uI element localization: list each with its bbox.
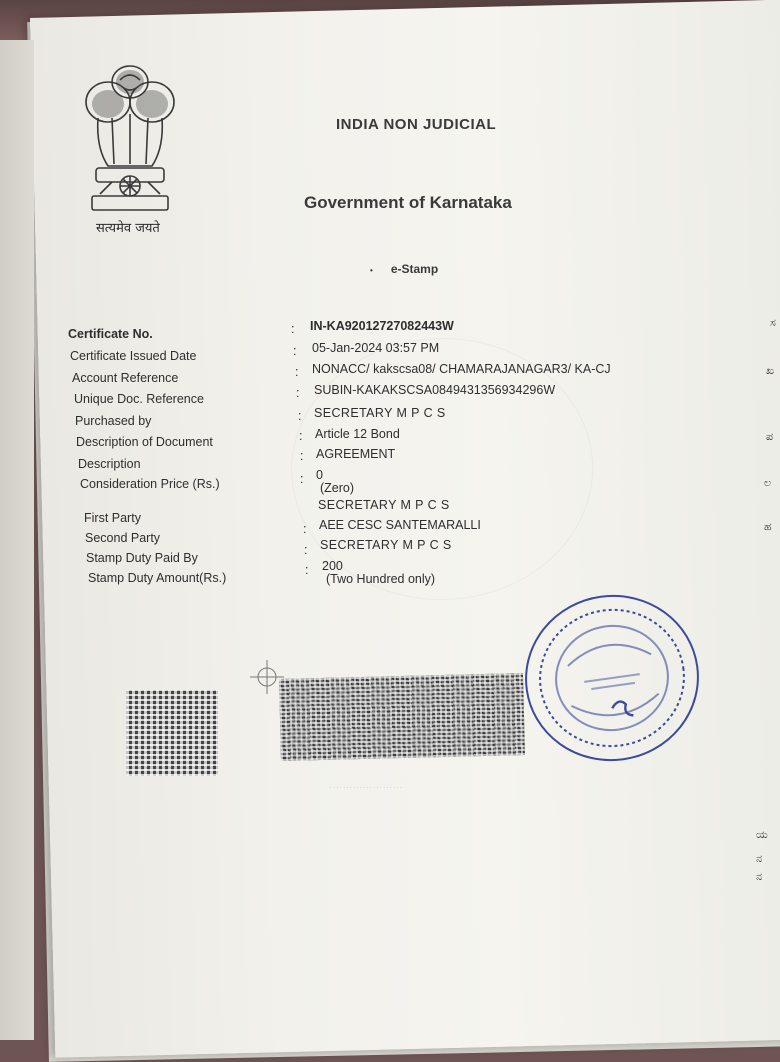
field-label-unique-doc-reference: Unique Doc. Reference: [74, 392, 204, 406]
faint-footnote: . . . . . . . . . . . . . . . . . . . . . .: [330, 784, 402, 790]
field-colon: :: [296, 386, 300, 400]
field-label-first-party: First Party: [84, 511, 141, 525]
field-value-description-of-document: Article 12 Bond: [315, 427, 400, 441]
field-colon: :: [295, 365, 299, 379]
field-value-stamp-duty-amount: 200: [322, 559, 343, 573]
field-label-description: Description: [78, 457, 141, 471]
national-emblem-icon: [78, 58, 182, 228]
estamp-label: e-Stamp: [390, 262, 439, 276]
field-value-consideration-price-words: (Zero): [320, 481, 355, 495]
field-value-unique-doc-reference: SUBIN-KAKAKSCSA0849431356934296W: [314, 383, 556, 397]
field-value-certificate-no: IN-KA92012727082443W: [310, 319, 454, 333]
field-label-stamp-duty-paid-by: Stamp Duty Paid By: [86, 551, 198, 565]
estamp-heading: • e-Stamp: [370, 262, 439, 276]
certificate-fields: [60, 319, 620, 592]
field-value-purchased-by: SECRETARY M P C S: [314, 406, 446, 420]
field-value-first-party: SECRETARY M P C S: [318, 498, 450, 512]
margin-fragment: ಲ: [764, 476, 772, 489]
field-colon: :: [299, 429, 303, 443]
field-value-stamp-duty-amount-words: (Two Hundred only): [326, 572, 436, 586]
page-binding-edge: [0, 40, 34, 1040]
field-value-consideration-price: 0: [316, 468, 323, 482]
margin-fragment: ಯ: [756, 828, 768, 841]
field-colon: :: [300, 472, 304, 486]
field-label-stamp-duty-amount: Stamp Duty Amount(Rs.): [88, 571, 227, 585]
field-value-stamp-duty-paid-by: SECRETARY M P C S: [320, 538, 452, 552]
field-colon: :: [293, 344, 297, 358]
field-value-description: AGREEMENT: [316, 447, 396, 461]
emblem-motto: सत्यमेव जयते: [96, 221, 160, 236]
field-label-description-of-document: Description of Document: [76, 435, 213, 449]
field-colon: :: [304, 543, 308, 557]
field-colon: :: [303, 522, 307, 536]
margin-fragment: ಹ: [764, 520, 772, 533]
document-type-heading: INDIA NON JUDICIAL: [336, 116, 497, 133]
field-label-issued-date: Certificate Issued Date: [70, 349, 197, 363]
field-colon: :: [300, 449, 304, 463]
field-colon: :: [305, 563, 309, 577]
field-label-consideration-price: Consideration Price (Rs.): [80, 477, 220, 491]
field-label-purchased-by: Purchased by: [75, 414, 152, 428]
margin-fragment: ಪ: [766, 430, 774, 443]
margin-fragment: ಸ: [770, 316, 776, 329]
field-label-second-party: Second Party: [85, 531, 161, 545]
government-heading: Government of Karnataka: [304, 193, 512, 212]
field-colon: :: [291, 322, 295, 336]
field-value-issued-date: 05-Jan-2024 03:57 PM: [312, 341, 440, 355]
margin-fragment: ಖ: [766, 364, 775, 377]
field-value-account-reference: NONACC/ kakscsa08/ CHAMARAJANAGAR3/ KA-CJ: [312, 362, 611, 376]
security-barcode: [279, 673, 525, 761]
field-label-certificate-no: Certificate No.: [68, 327, 153, 341]
qr-code: [126, 690, 218, 776]
official-seal-stamp: [520, 590, 704, 766]
margin-fragment: ನ: [756, 870, 763, 883]
field-value-second-party: AEE CESC SANTEMARALLI: [319, 518, 481, 532]
field-label-account-reference: Account Reference: [72, 371, 179, 385]
margin-fragment: ನ: [756, 852, 763, 865]
field-colon: :: [298, 409, 302, 423]
